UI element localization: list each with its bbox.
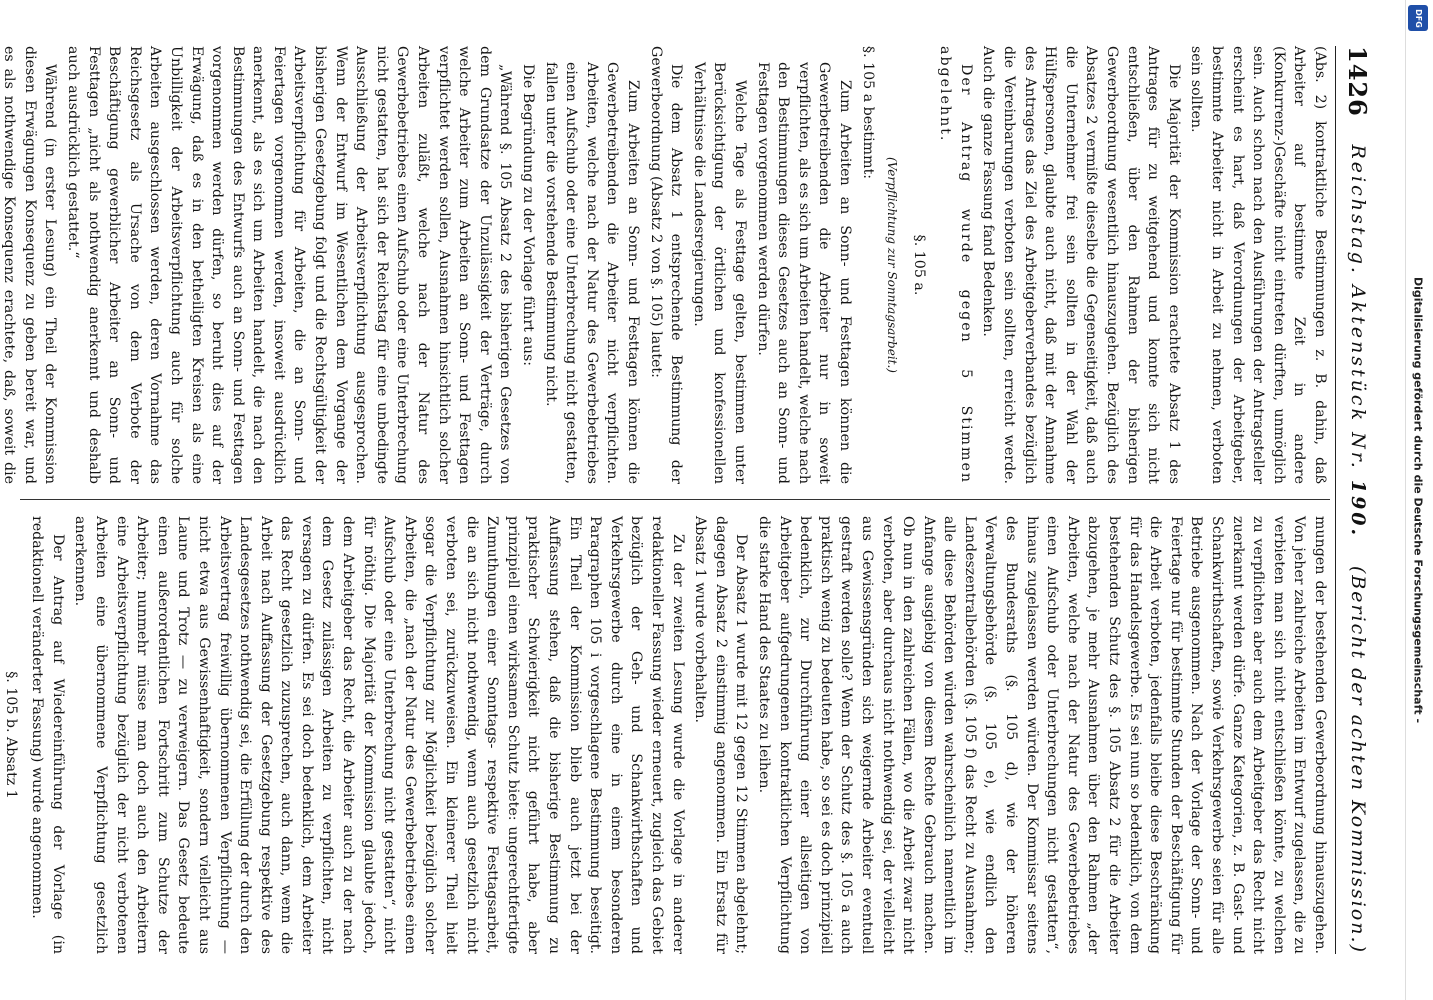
left-paragraph: Der Antrag wurde gegen 5 Stimmen abgelehnt. [937, 46, 974, 484]
right-paragraph: Zu der zweiten Lesung wurde die Vorlage in anderer redaktioneller Fassung wieder erneuert, zugleich das Gebiet bezüglich der Geh- und Schankwirthschaften und Verkehrsgewerbe durch eine in einem besonderen Paragraphen 105 i vorgeschlagene Bestimmung beseitigt. Ein Theil der Kommission blieb auch jetzt bei der Auffassung stehen, daß die bisherige Bestimmung zu praktischer Schwierigkeit nicht geführt habe, aber prinzipiell einen wirksamen Schutz biete: ungerechtfertigte Zumuthungen einer Sonntags- respektive Festtagsarbeit, die an sich nicht nothwendig, wenn auch gesetzlich nicht verboten sei, zurückzuweisen. Ein kleinerer Theil hielt sogar die Verpflichtung zur Möglichkeit bezüglich solcher Arbeiten, die „nach der Natur des Gewerbebetriebes einen Aufschub oder eine Unterbrechung nicht gestatten“, nicht für nöthig. Die Majorität der Kommission glaubte jedoch, dem Arbeitgeber das Recht, die Arbeiter auch zu der nach dem Gesetz zulässigen Arbeiten zu verpflichten, nicht versagen zu dürfen. Es sei doch bedenklich, dem Arbeiter das Recht gesetzlich zuzusprechen, auch dann, wenn die Arbeit nach Auffassung der Gesetzgebung respektive des Landesgesetzes nothwendig sei, die Erfüllung der durch den Arbeitsvertrag freiwillig übernommenen Verpflichtung — nicht etwa aus Gewissenhaftigkeit, sondern vielleicht aus Laune und Trotz — zu verweigern. Das Gesetz bedeute einen außerordentlichen Fortschritt zum Schutze der Arbeiter; nunmehr müsse man doch auch den Arbeitern eine Arbeitsverpflichtung bezüglich der nicht verbotenen Arbeiten eine übernommene Verpflichtung gesetzlich anerkennen. [72, 516, 686, 954]
section-intro: §. 105 a bestimmt: [859, 46, 876, 180]
dfg-logo [1408, 5, 1428, 31]
left-paragraph: „Während §. 105 Absatz 2 des bisherigen Gesetzes von dem Grundsatze der Unzulässigkeit der Verträge, durch welche Arbeiter zum Arbeiten an Sonn- und Festtagen verpflichtet werden sollen, Ausnahmen hinsichtlich solcher Arbeiten zuläßt, welche nach der Natur des Gewerbebetriebes einen Aufschub oder eine Unterbrechung nicht gestatten, hat sich der Reichstag für eine unbedingte Ausschließung der Arbeitsverpflichtung ausgesprochen. Wenn der Entwurf im Wesentlichen dem Vorgange der bisherigen Gesetzgebung folgt und die Rechtsgültigkeit der Arbeitsverpflichtung für Arbeiten, die an Sonn- und Feiertagen vorgenommen werden, insoweit ausdrücklich anerkennt, als es sich um Arbeiten handelt, die nach den Bestimmungen des Entwurfs auch an Sonn- und Festtagen vorgenommen werden dürfen, so beruht dies auf der Erwägung, daß es in den betheiligten Kreisen als eine Unbilligkeit der Arbeitsverpflichtung auch für solche Arbeiten ausgeschlossen werden, deren Vornahme das Reichsgesetz als Ursache von dem Verbote der Beschäftigung gewerblicher Arbeiter an Sonn- und Festtagen „nicht als nothwendig anerkennt und deshalb auch ausdrücklich gestattet.“ [64, 46, 514, 484]
page-number: 1426 [1343, 46, 1373, 117]
document-title [1347, 145, 1369, 539]
left-paragraph: (Abs. 2) kontraktliche Bestimmungen z. B. dahin, daß Arbeiter auf bestimmte Zeit in andere (Konkurrenz-)Geschäfte nicht eintreten dürften, unmöglich sein. Auch schon nach den Ausführungen der Antragsteller erscheint es hart, daß Verordnungen der Arbeitgeber, bestimmte Arbeiter nicht in Arbeit zu nehmen, verboten sein sollten. [1188, 46, 1328, 484]
right-paragraph: mungen der bestehenden Gewerbeordnung hinauszugehen. Von jeher zahlreiche Arbeiten im Entwurf zugelassen, die zu verbieten man sich nicht entschließen könnte, zu welchen zu verpflichten aber auch dem Arbeitgeber das Recht nicht zuerkannt werden dürfe. Ganze Kategorien, z. B. Gast- und Schankwirthschaften, sowie Verkehrsgewerbe seien für alle Betriebe ausgenommen. Nach der Vorlage der Sonn- und Feiertage nur für bestimmte Stunden der Beschäftigung für die Arbeit verboten, jedenfalls bleibe diese Beschränkung für das Handelsgewerbe. Es sei nun so bedenklich, von dem bestehenden Schutz des §. 105 Absatz 2 für die Arbeiter abzugehen, je mehr Ausnahmen über den Rahmen „der Arbeiten, welche nach der Natur des Gewerbebetriebes einen Aufschub oder Unterbrechungen nicht gestatten“, hinaus zugelassen werden würden. Der Kommissar seitens des Bundesraths (§. 105 d), wie der höheren Verwaltungsbehörde (§. 105 e), wie endlich den Landeszentralbehörden (§. 105 f) das Recht zu Ausnahmen; alle diese Behörden würden wahrscheinlich namentlich im Anfange ausgiebig von diesem Rechte Gebrauch machen. Ob nun in den zahlreichen Fällen, wo die Arbeit zwar nicht verboten, aber durchaus nicht nothwendig sei, der vielleicht aus Gewissensgründen sich weigernde Arbeiter eventuell gestraft werden solle? Wenn der Schutz des §. 105 a auch praktisch wenig zu bedeuten habe, so sei es doch prinzipiell bedenklich, zur Durchführung einer allseitigen von Arbeitgeber aufgedrungenen kontraktlichen Verpflichtung die starke Hand des Staates zu leihen. [755, 516, 1328, 954]
left-paragraph: Die Begründung zu der Vorlage führt aus: [520, 64, 537, 367]
left-paragraph: Die dem Absatz 1 entsprechende Bestimmung der Gewerbeordnung (Absatz 2 von §. 105) lautet: [647, 46, 685, 484]
left-column [1, 46, 1330, 484]
quoted-provision: Zum Arbeiten an Sonn- und Festtagen können die Gewerbetreibenden die Arbeiter nicht verpflichten. Arbeiten, welche nach der Natur des Gewerbebetriebes einen Aufschub oder eine Unterbrechung nicht gestatten, fallen unter die vorstehende Bestimmung nicht. [542, 62, 641, 484]
page-header [1342, 46, 1374, 954]
right-paragraph: Der Absatz 1 wurde mit 12 gegen 12 Stimmen abgelehnt; dagegen Absatz 2 einstimmig angenommen. Ein Ersatz für Absatz 1 wurde vorbehalten. [692, 516, 750, 954]
right-column [2, 516, 1330, 954]
header-rule [1335, 46, 1336, 954]
document-number: 190. [1347, 479, 1369, 539]
quoted-provision: Welche Tage als Festtage gelten, bestimmen unter Berücksichtigung der örtlichen und konfessionellen Verhältnisse die Landesregierungen. [690, 62, 748, 484]
section-subheading: (Verpflichtung zur Sonntagsarbeit.) [885, 157, 900, 373]
publication-name: Reichstag. Aktenstück Nr. [1347, 144, 1369, 471]
rotated-document-page [0, 28, 1392, 972]
section-heading: §. 105 a. [910, 234, 927, 296]
right-paragraph: Der Antrag auf Wiedereinführung der Vorlage (in redaktionell veränderter Fassung) wurde angenommen. [29, 516, 66, 954]
left-paragraph: Die Majorität der Kommission erachtete Absatz 1 des Antrages für zu weitgehend und konnte sich nicht entschließen, über den Rahmen der bisherigen Gewerbeordnung wesentlich hinauszugehen. Bezüglich des Absatzes 2 vermißte dieselbe die Gegenseitigkeit, daß auch die Unternehmer frei sein sollten in der Wahl der Hülfspersonen, glaubte auch nicht, daß mit der Annahme des Antrages das Ziel des Arbeitgeberverbandes bezüglich die Vereinbarungen verboten sein sollten, erreicht werde. Auch die ganze Fassung fand Bedenken. [980, 46, 1182, 484]
dfg-logo-text: DFG [1413, 8, 1423, 28]
quoted-provision: Zum Arbeiten an Sonn- und Festtagen können die Gewerbetreibenden die Arbeiter nur in soweit verpflichten, als es sich um Arbeiten handelt, welche nach den Bestimmungen dieses Gesetzes auch an Sonn- und Festtagen vorgenommen werden dürfen. [754, 62, 853, 484]
digitization-credit: Digitalisierung gefördert durch die Deutsche Forschungsgemeinschaft - [1411, 276, 1425, 724]
column-divider [20, 499, 1330, 500]
left-paragraph: Während (in erster Lesung) ein Theil der Kommission diesen Erwägungen Konsequenz zu geben bereit war, und es als nothwendige Konsequenz erachtete, daß, soweit die [1, 46, 59, 484]
running-title: (Bericht der achten Kommission.) [1347, 565, 1369, 954]
section-heading: §. 105 b. Absatz 1 [2, 671, 19, 799]
